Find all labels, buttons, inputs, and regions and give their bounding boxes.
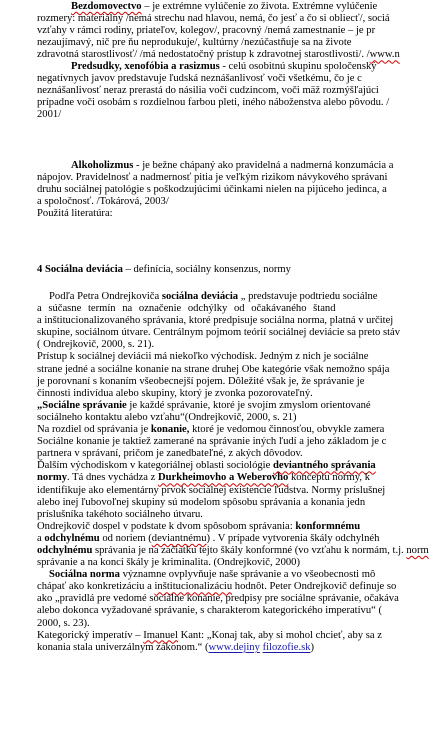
text-line: správanie a na konci škály je kriminalita. (Ondrejkovič, 2000) [37,557,300,569]
text-line: strane jedné a sociálne konanie na strane druhej Obe kategórie však nemožno spája [37,363,390,375]
text-line: Bezdomovectvo – je extrémne vylúčenie zo života. Extrémne vylúčenie [71,1,378,12]
text-line: Sociálne konanie je taktiež zamerané na správanie iných ľudí a jeho základom je c [37,436,387,448]
text-line: Na rozdiel od správania je konanie, ktoré je vedomou činnosťou, obvykle zamera [37,424,385,436]
section-title: Sociálna deviácia [44,264,123,275]
dejiny-filozofie-link-domain[interactable]: filozofie.sk [262,641,311,653]
text-line: identifikuje ako elementárny prvok sociálnej existencie ľudstva. Normy príslušnej [37,484,386,496]
text-line: Prístup k sociálnej deviácii má niekoľko východísk. Jedným z nich je sociálne [37,351,369,363]
paragraph-homelessness [37,1,446,61]
text-line: chápať ako konkretizáciu a inštitucionalizáciu hodnôt. Peter Ondrejkovič definuje so [37,581,397,593]
text-line: prípadne voči osobám s rozdielnou farbou pleti, iného náboženstva alebo pôvodu. / [37,97,390,109]
text-line: rozmery: materiálny /nemá strechu nad hlavou, nemá, čo jesť a čo si obliecť/, sociá [37,13,390,25]
paragraph-alcoholism [37,160,446,220]
text-line: Predsudky, xenofóbia a rasizmus - celú osobitnú skupinu spoločenský [71,61,377,72]
term-social-deviation: sociálna deviácia [161,291,239,302]
source-link[interactable]: www.n [369,49,400,61]
term-deviant-behavior: deviantného správania [272,460,376,472]
text-line: 2000, s. 23). [37,617,90,629]
text-line: ( Ondrejkovič, 2000, s. 21). [37,339,155,351]
text-line: skupine, sociálnom útvare. Centrálnym pojmom teórií sociálnej deviácie sa preto stáv [37,327,401,339]
text-line: Ďalším východiskom v kategoriálnej oblasti sociológie deviantného správania [37,460,376,472]
text-line: a súčasne termín na označenie odchýlky od očakávaného štand [37,303,336,315]
section-number: 4 [37,264,43,275]
term-prejudice: Predsudky, xenofóbia a rasizmus [71,61,220,72]
term-social-norm: Sociálna norma [49,569,120,581]
term-durkheim-weber: Durkheimovho a Weberovho [158,472,289,484]
dejiny-filozofie-link[interactable]: www.dejiny [208,641,260,653]
paragraph-prejudice [37,61,446,121]
term-social-behavior: „Sociálne správanie [37,399,127,411]
text-line: normy. Tá dnes vychádza z Durkheimovho a Weberovho konceptu normy, k [37,472,370,484]
text-line: zdravotná starostlivosť/ /má nedostatočný prístup k zdravotnej starostlivosti/. /www.n [37,49,400,61]
text-line: činnosti indivídua alebo skupiny, ktorý je zvonka pozorovateľný. [37,387,313,399]
text-line: konania stala univerzálnym zákonom.“ (www.dejiny filozofie.sk) [37,641,315,653]
term-conforming: konformnému [295,520,361,532]
text-line: a inštitucionalizovaného správania, ktoré predpisuje sociálna norma, platná v určitej [37,315,394,327]
term-alcoholism: Alkoholizmus [71,160,134,171]
text-line: alebo inej ľubovoľnej skupiny sú modelom spôsobu správania a konania jedn [37,496,366,508]
term-norms: normy [37,472,68,484]
text-line: „Sociálne správanie je každé správanie, ktoré je svojím zmyslom orientované [37,399,371,411]
text-line: príslušníka takéhoto sociálneho útvaru. [37,508,203,520]
text-line: druhu sociálnej patológie s poškodzujúcimi účinkami nielen na pijúceho jedinca, a [37,184,387,196]
text-line: Ondrejkovič dospel v podstate k dvom spôsobom správania: konformnému [37,520,361,532]
text-line: negatívnych javov predstavuje ľudská neznášanlivosť voči všetkému, čo je c [37,73,362,85]
text-line: ako „pravidlá pre vedomé sociálne konanie, predpisy pre sociálne správanie, očakáva [37,593,399,605]
text-line: Kategorický imperatív – Imanuel Kant: „Konaj tak, aby si mohol chcieť, aby sa z [37,629,382,641]
literature-label: Použitá literatúra: [37,208,113,220]
term-deviating: odchylnému [44,532,100,544]
text-line: 2001/ [37,109,62,121]
text-line: Sociálna norma významne ovplyvňuje naše správanie a vo všeobecnosti mô [49,569,376,581]
text-line: odchylnému správania je na začiatku tejto škály konformné (vo vzťahu k normám, t.j. norm [37,544,429,556]
text-line: vzťahy v rámci rodiny, priateľov, kolegov/, pracovný /nemá zamestnanie – je pr [37,25,376,37]
term-homelessness: Bezdomovectvo [71,1,142,12]
text-line: neznášanlivosť neraz prerastá do násilia voči cudzincom, voči mäž rozmýšľajúci [37,85,379,97]
text-line: nezaujímavý, nič pre ňu neprodukuje/, kultúrny /nezúčastňuje sa na živote [37,37,352,49]
section-heading [37,264,291,276]
text-line: Alkoholizmus - je bežne chápaný ako pravidelná a nadmerná konzumácia a [71,160,394,171]
text-line: alebo dokonca vyžadované správanie, s charakterom kategorického imperatívu“ ( [37,605,383,617]
section-subtitle: – definícia, sociálny konsenzus, normy [122,264,291,275]
text-line: a spoločnosť. /Tokárová, 2003/ [37,196,169,208]
text-line: Podľa Petra Ondrejkoviča sociálna deviácia „ predstavuje podtriedu sociálne [49,291,378,302]
text-line: nápojov. Pravidelnosť a nadmernosť pitia je veľkým rizikom návykového správani [37,172,388,184]
term-deviating-2: odchylnému [37,544,93,556]
text-line: partnera v správaní, pričom je zanedbateľné, z akých dôvodov. [37,448,303,460]
text-line: sociálneho kontaktu alebo vzťahu“(Ondrejkovič, 2000, s. 21) [37,411,297,423]
paragraph-social-deviation [37,291,446,654]
text-line: a odchylnému od noriem (deviantnému) . V prípade vytvorenia škály odchylnéh [37,532,380,544]
text-line: je porovnaní s konaním všeobecnejší pojem. Dôležité však je, že správanie je [37,375,365,387]
term-action: konanie, [150,424,190,436]
